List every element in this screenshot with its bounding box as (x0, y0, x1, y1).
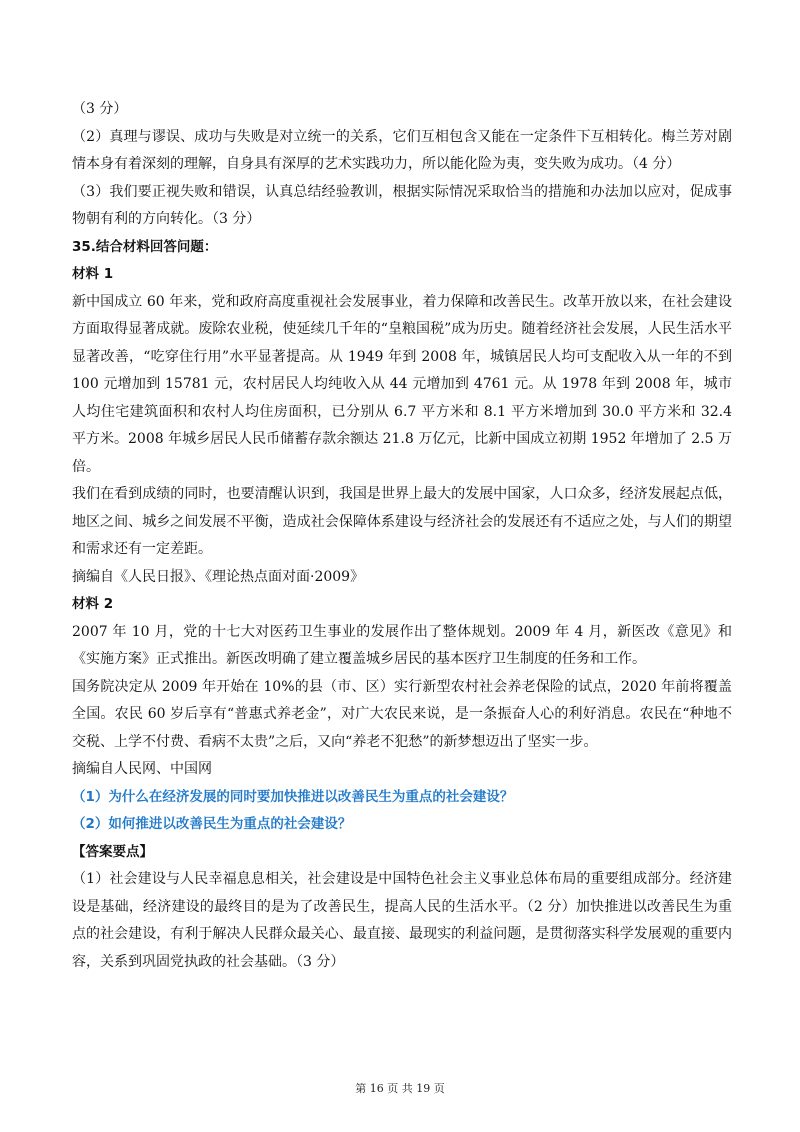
question-35-heading: 35.结合材料回答问题： (72, 238, 218, 255)
sub-question-1: （1）为什么在经济发展的同时要加快推进以改善民生为重点的社会建设？ (72, 788, 514, 805)
material-2-title: 材料 2 (72, 596, 114, 612)
answer-paragraph-3: （3）我们要正视失败和错误，认真总结经验教训，根据实际情况采取恰当的措施和办法加以应对，促成事物朝有利的方向转化。（3 分） (72, 183, 732, 227)
sub-question-2: （2）如何推进以改善民生为重点的社会建设？ (72, 816, 352, 832)
page-footer: 第 16 页 共 19 页 (355, 1082, 445, 1095)
material-1-paragraph-1: 新中国成立 60 年来，党和政府高度重视社会发展事业，着力保障和改善民生。改革开放以来，在社会建设方面取得显著成就。废除农业税，使延续几千年的“皇粮国税”成为历史。随着经济社会发展，人民生活水平显著改善，“吃穿住行用”水平显著提高。从 1949 年到 2008 年，城镇居民人均可支配收入从一年的不到 100 元增加到 15781 元，农村居民人均纯收入从 44 元增加到 4761 元。从 1978 年到 2008 年，城市人均住宅建筑面积和农村人均住房面积，已分别从 6.7 平方米和 8.1 平方米增加到 30.0 平方米和 32.4 平方米。2008 年城乡居民人民币储蓄存款余额达 21.8 万亿元，比新中国成立初期 1952 年增加了 2.5 万倍。 (72, 293, 732, 475)
answer-key-paragraph-1: （1）社会建设与人民幸福息息相关，社会建设是中国特色社会主义事业总体布局的重要组成部分。经济建设是基础，经济建设的最终目的是为了改善民生，提高人民的生活水平。（2 分）加快推进以改善民生为重点的社会建设，有利于解决人民群众最关心、最直接、最现实的利益问题，是贯彻落实科学发展观的重要内容，关系到巩固党执政的社会基础。（3 分） (72, 871, 732, 970)
answer-paragraph-2: （2）真理与谬误、成功与失败是对立统一的关系，它们互相包含又能在一定条件下互相转化。梅兰芳对剧情本身有着深刻的理解，自身具有深厚的艺术实践功力，所以能化险为夷，变失败为成功。（4 分） (72, 128, 732, 172)
material-2-paragraph-2: 国务院决定从 2009 年开始在 10%的县（市、区）实行新型农村社会养老保险的试点，2020 年前将覆盖全国。农民 60 岁后享有“普惠式养老金”，对广大农民来说，是一条振奋人心的利好消息。农民在“种地不交税、上学不付费、看病不太贵”之后，又向“养老不犯愁”的新梦想迈出了坚实一步。 (72, 678, 732, 750)
material-2-source: 摘编自人民网、中国网 (72, 761, 212, 777)
material-1-paragraph-2: 我们在看到成绩的同时，也要清醒认识到，我国是世界上最大的发展中国家，人口众多，经济发展起点低，地区之间、城乡之间发展不平衡，造成社会保障体系建设与经济社会的发展还有不适应之处，与人们的期望和需求还有一定差距。 (72, 486, 732, 557)
material-1-source: 摘编自《人民日报》、《理论热点面对面·2009》 (72, 568, 365, 585)
material-2-paragraph-1: 2007 年 10 月，党的十七大对医药卫生事业的发展作出了整体规划。2009 年 4 月，新医改《意见》和《实施方案》正式推出。新医改明确了建立覆盖城乡居民的基本医疗卫生制度的任务和工作。 (72, 623, 732, 667)
document-page (72, 96, 732, 976)
material-1-title: 材料 1 (72, 266, 114, 282)
answer-key-heading: 【答案要点】 (72, 843, 153, 860)
score-line: （3 分） (72, 101, 128, 117)
